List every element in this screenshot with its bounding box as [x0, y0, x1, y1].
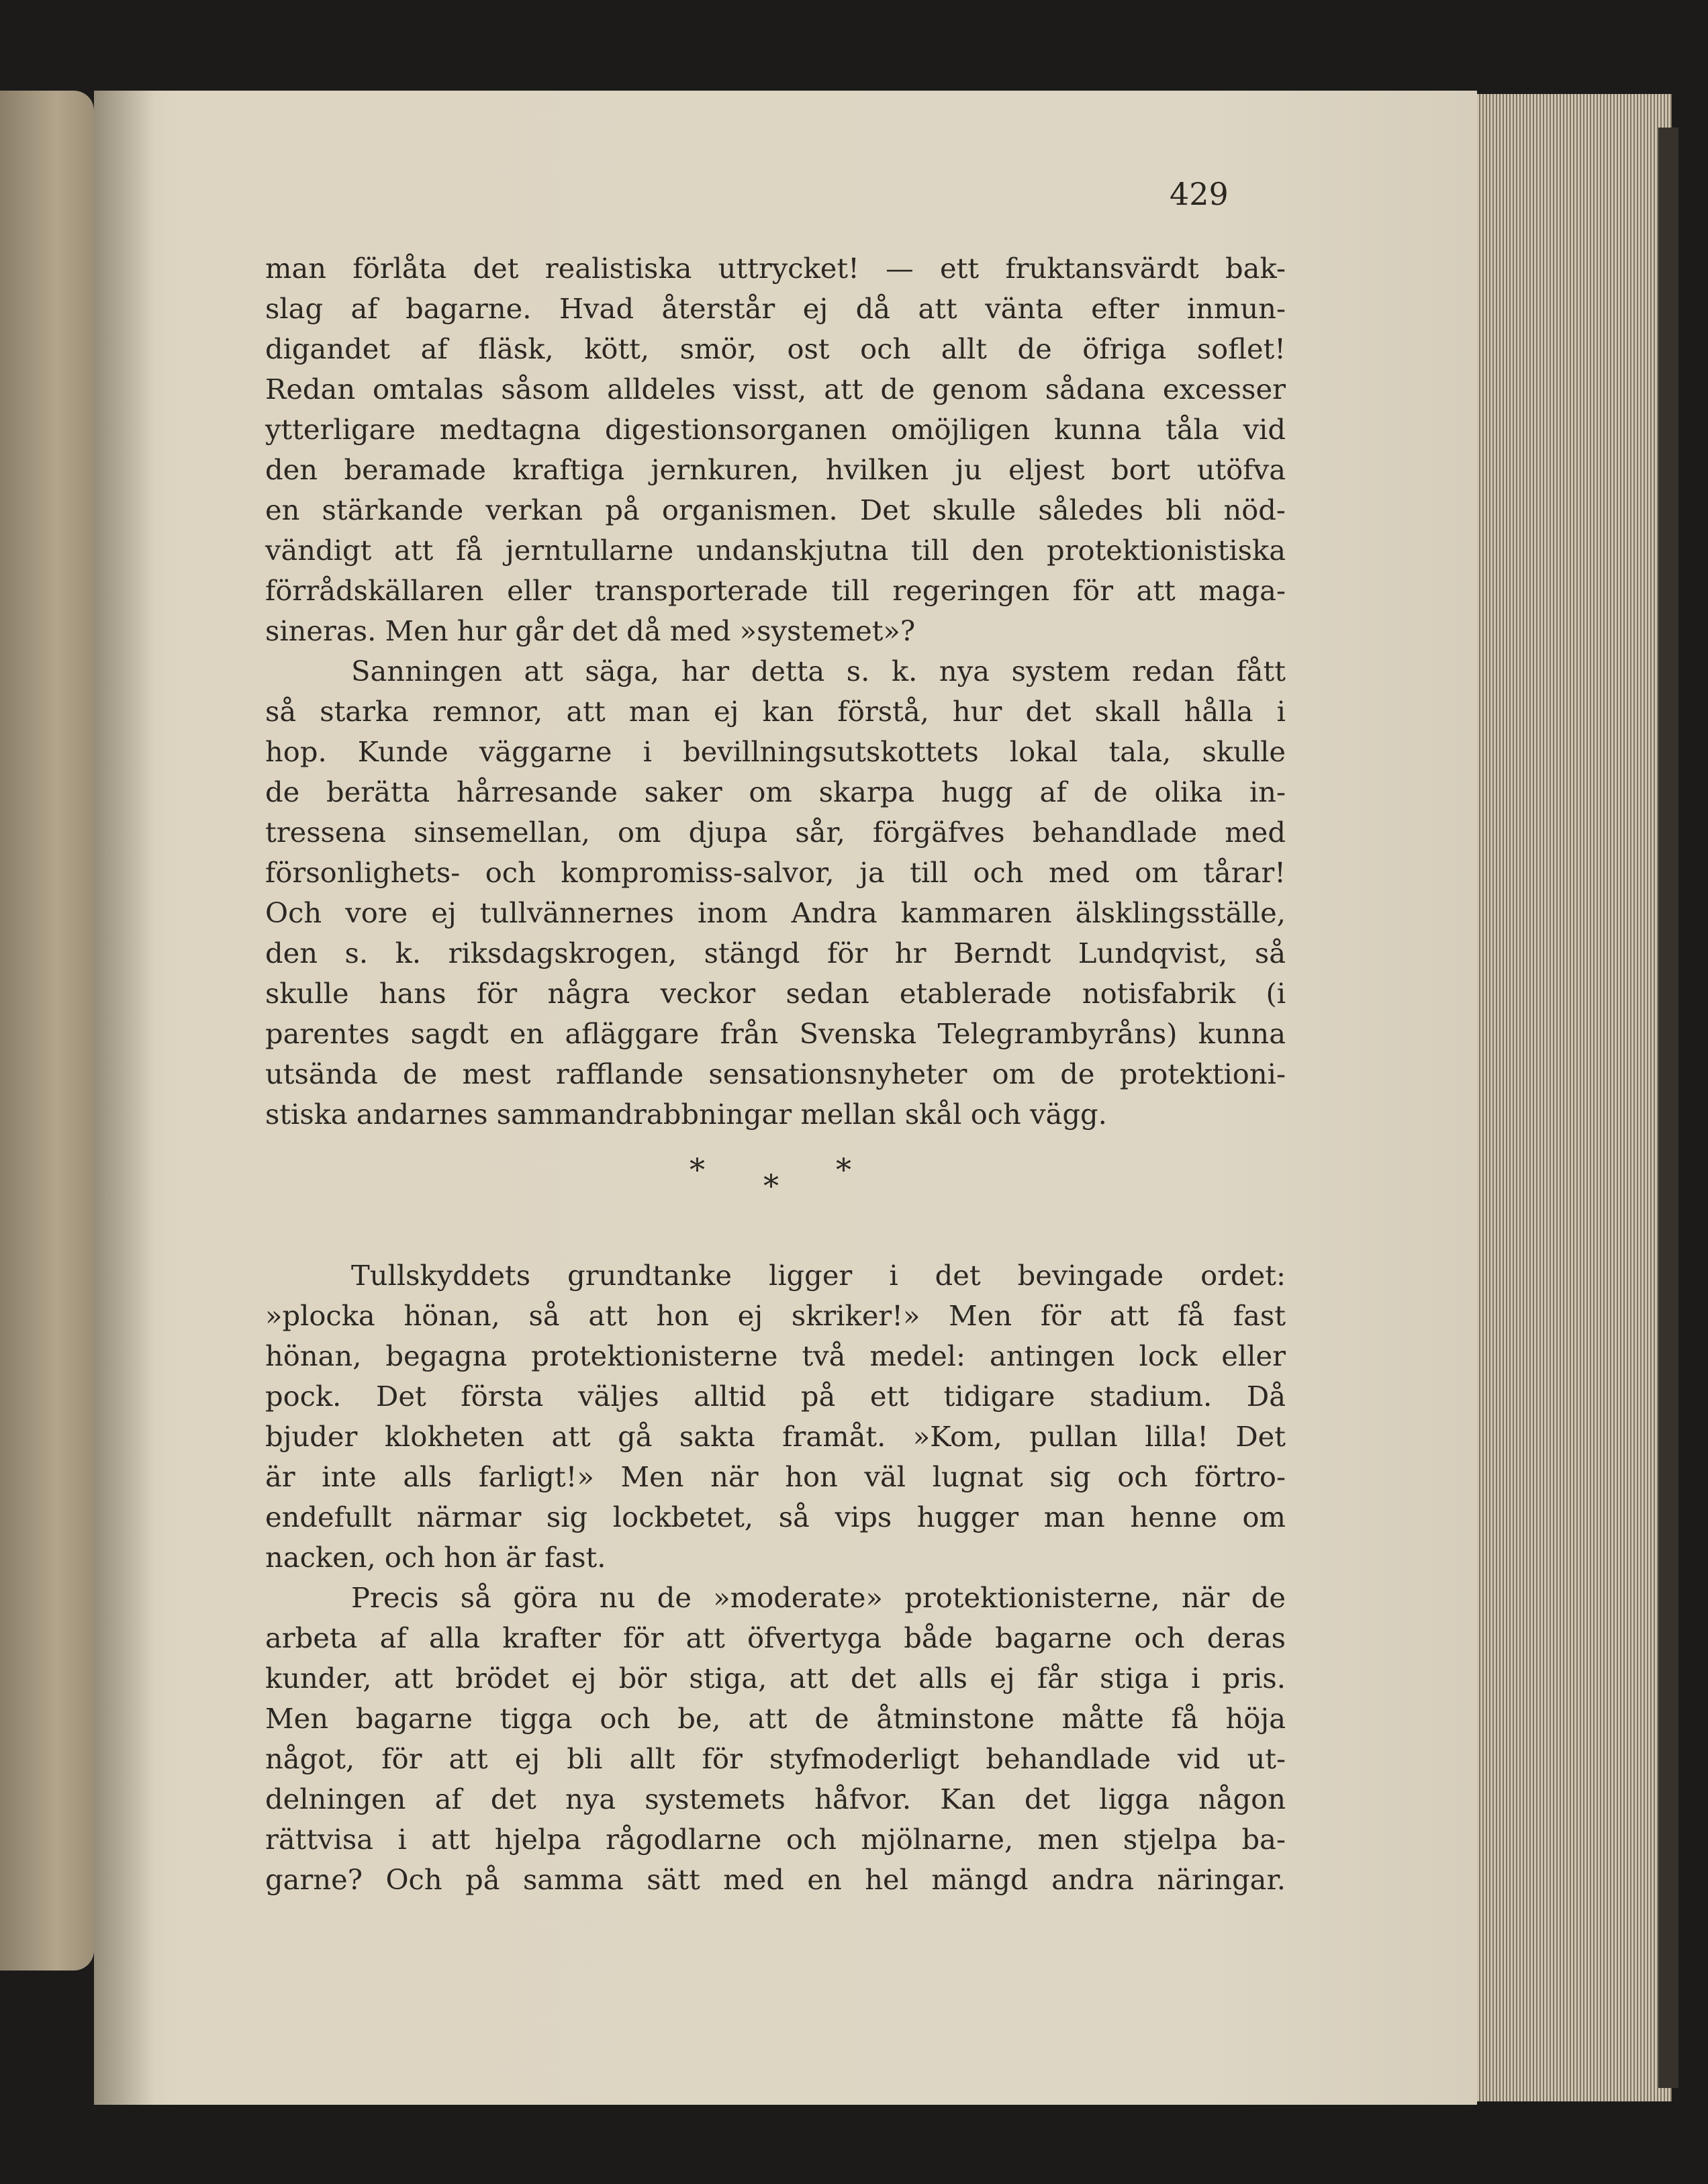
text-line: är inte alls farligt!» Men när hon väl lugnat sig och förtro- [265, 1460, 1286, 1493]
text-line: en stärkande verkan på organismen. Det skulle således bli nöd- [265, 493, 1286, 526]
text-line: utsända de mest rafflande sensationsnyheter om de protektioni- [265, 1057, 1286, 1090]
text-line: rättvisa i att hjelpa rågodlarne och mjölnarne, men stjelpa ba- [265, 1823, 1286, 1856]
text-line: parentes sagdt en afläggare från Svenska Telegrambyråns) kunna [265, 1017, 1286, 1050]
text-line: sineras. Men hur går det då med »systemet»? [265, 614, 916, 647]
text-line: kunder, att brödet ej bör stiga, att det alls ej får stiga i pris. [265, 1662, 1286, 1695]
text-line: Och vore ej tullvännernes inom Andra kammaren älsklingsställe, [265, 896, 1286, 929]
text-line: ytterligare medtagna digestionsorganen omöjligen kunna tåla vid [265, 413, 1286, 446]
text-line: nacken, och hon är fast. [265, 1541, 606, 1574]
paragraph-4 [265, 1578, 1286, 1900]
text-line: arbeta af alla krafter för att öfvertyga både bagarne och deras [265, 1621, 1286, 1654]
gutter-shadow [94, 91, 154, 2105]
text-line: Sanningen att säga, har detta s. k. nya system redan fått [351, 655, 1286, 687]
text-line: garne? Och på samma sätt med en hel mängd andra näringar. [265, 1863, 1286, 1896]
text-line: Precis så göra nu de »moderate» protektionisterne, när de [351, 1581, 1286, 1614]
body-text [265, 248, 1286, 1900]
text-line: man förlåta det realistiska uttrycket! — ett fruktansvärdt bak- [265, 252, 1286, 285]
text-line: digandet af fläsk, kött, smör, ost och allt de öfriga soflet! [265, 332, 1286, 365]
text-line: Men bagarne tigga och be, att de åtminstone måtte få höja [265, 1702, 1286, 1735]
text-line: endefullt närmar sig lockbetet, så vips hugger man henne om [265, 1501, 1286, 1533]
text-line: Redan omtalas såsom alldeles visst, att de genom sådana excesser [265, 373, 1286, 406]
text-line: delningen af det nya systemets håfvor. Kan det ligga någon [265, 1783, 1286, 1815]
text-line: hop. Kunde väggarne i bevillningsutskottets lokal tala, skulle [265, 735, 1286, 768]
text-line: den s. k. riksdagskrogen, stängd för hr Berndt Lundqvist, så [265, 937, 1286, 969]
facing-page-edge [0, 91, 94, 1971]
book-cover-edge [1658, 128, 1678, 2088]
text-line: Tullskyddets grundtanke ligger i det bevingade ordet: [351, 1259, 1286, 1292]
text-line: de berätta hårresande saker om skarpa hugg af de olika in- [265, 775, 1286, 808]
text-line: den beramade kraftiga jernkuren, hvilken ju eljest bort utöfva [265, 453, 1286, 486]
asterism-star: * [690, 1151, 705, 1188]
text-line: förrådskällaren eller transporterade till regeringen för att maga- [265, 574, 1286, 607]
text-line: bjuder klokheten att gå sakta framåt. »Kom, pullan lilla! Det [265, 1420, 1286, 1453]
text-line: pock. Det första väljes alltid på ett tidigare stadium. Då [265, 1380, 1286, 1413]
text-line: slag af bagarne. Hvad återstår ej då att vänta efter inmun- [265, 292, 1286, 325]
text-line: hönan, begagna protektionisterne två medel: antingen lock eller [265, 1339, 1286, 1372]
text-line: »plocka hönan, så att hon ej skriker!» Men för att få fast [265, 1299, 1286, 1332]
section-break [265, 1135, 1286, 1255]
asterism-star: * [836, 1151, 851, 1188]
asterism-star: * [763, 1168, 779, 1204]
text-line: tressena sinsemellan, om djupa sår, förgäfves behandlade med [265, 816, 1286, 849]
text-line: något, för att ej bli allt för styfmoderligt behandlade vid ut- [265, 1742, 1286, 1775]
page-stack-edges [1477, 94, 1672, 2101]
text-line: stiska andarnes sammandrabbningar mellan skål och vägg. [265, 1098, 1107, 1131]
text-line: försonlighets- och kompromiss-salvor, ja till och med om tårar! [265, 856, 1286, 889]
text-line: skulle hans för några veckor sedan etablerade notisfabrik (i [265, 977, 1286, 1010]
text-line: så starka remnor, att man ej kan förstå, hur det skall hålla i [265, 695, 1286, 728]
paragraph-1 [265, 248, 1286, 651]
text-line: vändigt att få jerntullarne undanskjutna till den protektionistiska [265, 534, 1286, 567]
paragraph-2 [265, 651, 1286, 1135]
page-number: 429 [1170, 176, 1229, 212]
paragraph-3 [265, 1255, 1286, 1578]
